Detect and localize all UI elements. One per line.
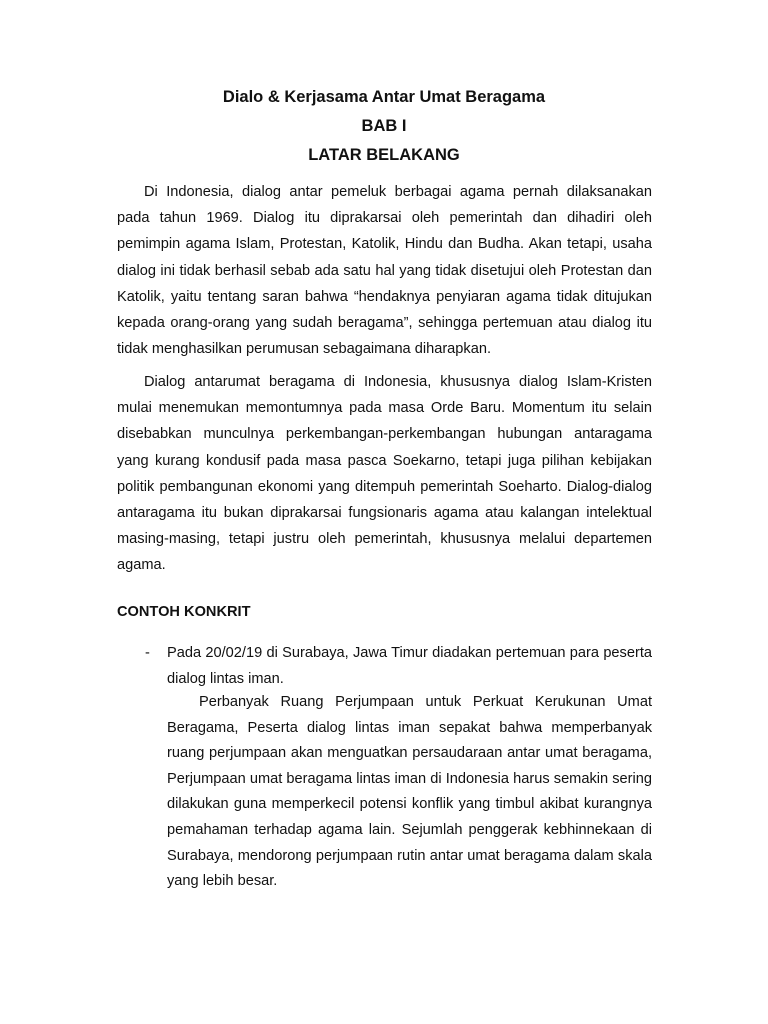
bullet-text: Pada 20/02/19 di Surabaya, Jawa Timur diadakan pertemuan para peserta dialog lintas iman. — [167, 645, 652, 688]
paragraph-1: Di Indonesia, dialog antar pemeluk berbagai agama pernah dilaksanakan pada tahun 1969. Dialog itu diprakarsai oleh pemerintah dan dihadiri oleh pemimpin agama Islam, Protestan, Katolik, Hindu dan Budha. Akan tetapi, usaha dialog ini tidak berhasil sebab ada satu hal yang tidak disetujui oleh Protestan dan Katolik, yaitu tentang saran bahwa “hendaknya penyiaran agama tidak ditujukan kepada orang-orang yang sudah beragama”, sehingga pertemuan atau dialog itu tidak menghasilkan perumusan sebagaimana diharapkan. — [117, 184, 652, 358]
bullet-marker: - — [145, 645, 150, 661]
quote-paragraph: Perbanyak Ruang Perjumpaan untuk Perkuat Kerukunan Umat Beragama, Peserta dialog lintas iman sepakat bahwa memperbanyak ruang perjumpaan akan menguatkan persaudaraan antar umat beragama, Perjumpaan umat beragama lintas iman di Indonesia harus semakin sering dilakukan guna memperkecil potensi konflik yang timbul akibat kurangnya pemahaman terhadap agama lain. Sejumlah penggerak kebhinnekaan di Surabaya, mendorong perjumpaan rutin antar umat beragama dalam skala yang lebih besar. — [167, 694, 652, 890]
document-title: Dialo & Kerjasama Antar Umat Beragama — [222, 88, 546, 106]
section-title: CONTOH KONKRIT — [117, 604, 251, 620]
chapter-title: LATAR BELAKANG — [308, 146, 460, 164]
chapter-label: BAB I — [361, 117, 407, 135]
paragraph-2: Dialog antarumat beragama di Indonesia, khususnya dialog Islam-Kristen mulai menemukan memontumnya pada masa Orde Baru. Momentum itu selain disebabkan munculnya perkembangan-perkembangan hubungan antaragama yang kurang kondusif pada masa pasca Soekarno, tetapi juga pilihan kebijakan politik pembangunan ekonomi yang ditempuh pemerintah Soeharto. Dialog-dialog antaragama itu bukan diprakarsai fungsionaris agama atau kalangan intelektual masing-masing, tetapi justru oleh pemerintah, khususnya melalui departemen agama. — [117, 374, 652, 574]
